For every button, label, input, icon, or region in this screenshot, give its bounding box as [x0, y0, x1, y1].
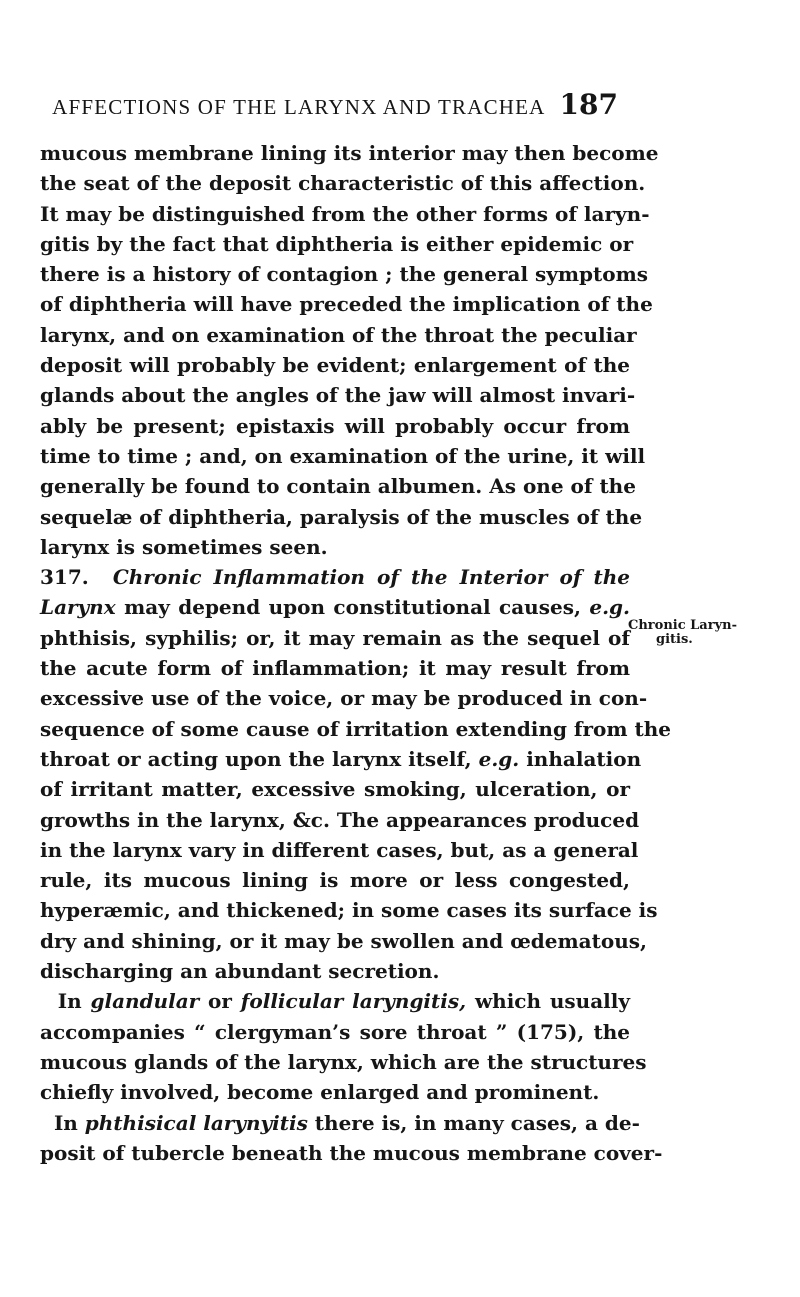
text-line [40, 1108, 640, 1138]
text-line: the seat of the deposit characteristic of this affection. [40, 171, 646, 196]
text-line: of diphtheria will have preceded the implication of the [40, 292, 653, 317]
page-number: 187 [559, 88, 618, 121]
section-number: 317. [40, 565, 89, 590]
text-line: phthisis, syphilis; or, it may remain as the sequel of [40, 625, 630, 650]
section-heading-line [40, 562, 630, 592]
text-line [40, 592, 630, 622]
text-line: chiefly involved, become enlarged and prominent. [40, 1080, 600, 1105]
text-run: there is, in many cases, a de- [307, 1110, 640, 1135]
text-run: e.g. [478, 746, 520, 771]
text-line: mucous membrane lining its interior may then become [40, 141, 659, 165]
text-line: gitis by the fact that diphtheria is either epidemic or [40, 231, 634, 256]
text-run: In [57, 989, 91, 1014]
text-line: ably be present; epistaxis will probably occur from [40, 413, 630, 438]
text-line: glands about the angles of the jaw will almost invari- [40, 383, 636, 408]
text-line: sequence of some cause of irritation extending from the [40, 716, 672, 741]
text-line: accompanies “ clergyman’s sore throat ” (175), the [40, 1019, 630, 1044]
marginal-note-line: Chronic Laryn- [628, 618, 737, 633]
body-text [40, 138, 672, 1168]
text-line: in the larynx vary in different cases, but, as a general [40, 837, 639, 862]
text-run: throat or acting upon the larynx itself, [40, 746, 479, 771]
text-run: follicular laryngitis, [240, 989, 467, 1014]
text-line: hyperæmic, and thickened; in some cases its surface is [40, 898, 658, 923]
text-line [40, 986, 630, 1016]
text-line: mucous glands of the larynx, which are the structures [40, 1049, 647, 1074]
text-line: posit of tubercle beneath the mucous membrane cover- [40, 1140, 663, 1165]
running-header [0, 88, 618, 121]
text-line: deposit will probably be evident; enlargement of the [40, 353, 630, 378]
text-line [40, 744, 642, 774]
text-run: e.g. [589, 595, 630, 620]
marginal-note-line: gitis. [656, 632, 693, 647]
text-line: there is a history of contagion ; the general symptoms [40, 262, 649, 287]
running-title: AFFECTIONS OF THE LARYNX AND TRACHEA [52, 95, 546, 119]
text-run: may depend upon constitutional causes, [115, 595, 590, 620]
text-run: glandular [90, 989, 200, 1014]
marginal-note [628, 619, 798, 647]
text-run: which usually [466, 989, 630, 1014]
text-run: or [199, 989, 241, 1014]
text-line: larynx is sometimes seen. [40, 534, 328, 559]
text-line: of irritant matter, excessive smoking, ulceration, or [40, 777, 630, 802]
text-line: discharging an abundant secretion. [40, 959, 440, 984]
text-line: generally be found to contain albumen. As one of the [40, 474, 636, 499]
text-line: dry and shining, or it may be swollen and œdematous, [40, 928, 647, 953]
text-run: inhalation [519, 746, 642, 771]
text-line: It may be distinguished from the other forms of laryn- [40, 201, 650, 226]
text-line: sequelæ of diphtheria, paralysis of the muscles of the [40, 504, 643, 529]
text-line: the acute form of inflammation; it may result from [40, 656, 630, 681]
text-line: growths in the larynx, &c. The appearances produced [40, 807, 640, 832]
text-line: time to time ; and, on examination of the urine, it will [40, 443, 646, 468]
text-line: rule, its mucous lining is more or less congested, [40, 868, 630, 893]
text-run: phthisical larynyitis [84, 1110, 308, 1135]
text-line: excessive use of the voice, or may be produced in con- [40, 686, 648, 711]
text-line: larynx, and on examination of the throat the peculiar [40, 322, 637, 347]
section-title: Chronic Inflammation of the Interior of the [112, 565, 630, 590]
text-run: In [53, 1110, 85, 1135]
section-title-end: Larynx [40, 595, 116, 620]
